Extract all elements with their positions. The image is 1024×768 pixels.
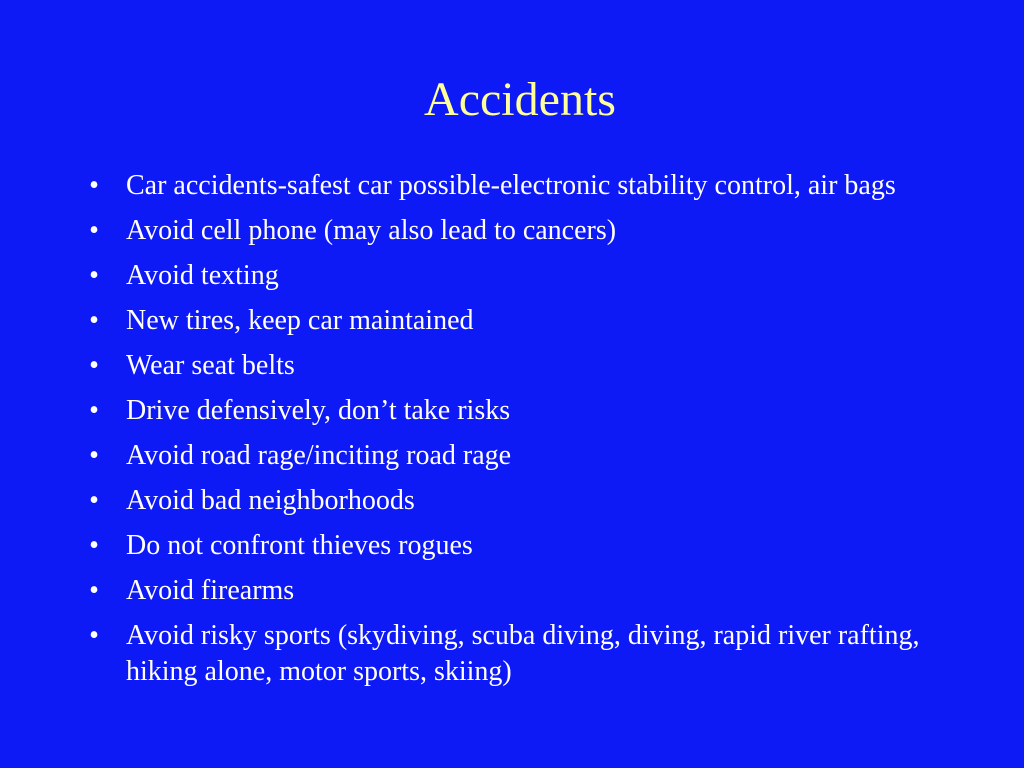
bullet-item — [84, 438, 944, 474]
bullet-item — [84, 213, 944, 249]
slide-title: Accidents — [424, 73, 616, 126]
bullet-text: Avoid road rage/inciting road rage — [126, 440, 512, 471]
bullet-item — [84, 348, 944, 384]
bullet-icon: • — [89, 395, 99, 426]
bullet-icon: • — [89, 305, 99, 336]
bullet-text: Avoid cell phone (may also lead to cancers) — [126, 215, 617, 246]
bullet-text: Car accidents-safest car possible-electronic stability control, air bags — [126, 170, 896, 201]
bullet-text: Avoid risky sports (skydiving, scuba diving, diving, rapid river rafting, hiking alone, motor sports, skiing) — [126, 620, 920, 687]
bullet-item — [84, 303, 944, 339]
bullet-item — [84, 168, 944, 204]
bullet-text: Avoid firearms — [126, 575, 295, 606]
bullet-icon: • — [89, 485, 99, 516]
bullet-text: New tires, keep car maintained — [126, 305, 474, 336]
bullet-icon: • — [89, 440, 99, 471]
bullet-text: Wear seat belts — [126, 350, 295, 381]
bullet-icon: • — [89, 620, 99, 651]
bullet-icon: • — [89, 170, 99, 201]
bullet-item — [84, 573, 944, 609]
bullet-item — [84, 618, 944, 690]
bullet-icon: • — [89, 575, 99, 606]
bullet-text: Drive defensively, don’t take risks — [126, 395, 511, 426]
bullet-icon: • — [89, 530, 99, 561]
bullet-item — [84, 483, 944, 519]
bullet-icon: • — [89, 350, 99, 381]
bullet-item — [84, 528, 944, 564]
bullet-text: Do not confront thieves rogues — [126, 530, 473, 561]
bullet-icon: • — [89, 260, 99, 291]
bullet-text: Avoid texting — [126, 260, 279, 291]
bullet-item — [84, 258, 944, 294]
bullet-list — [84, 168, 944, 699]
bullet-item — [84, 393, 944, 429]
bullet-icon: • — [89, 215, 99, 246]
bullet-text: Avoid bad neighborhoods — [126, 485, 415, 516]
